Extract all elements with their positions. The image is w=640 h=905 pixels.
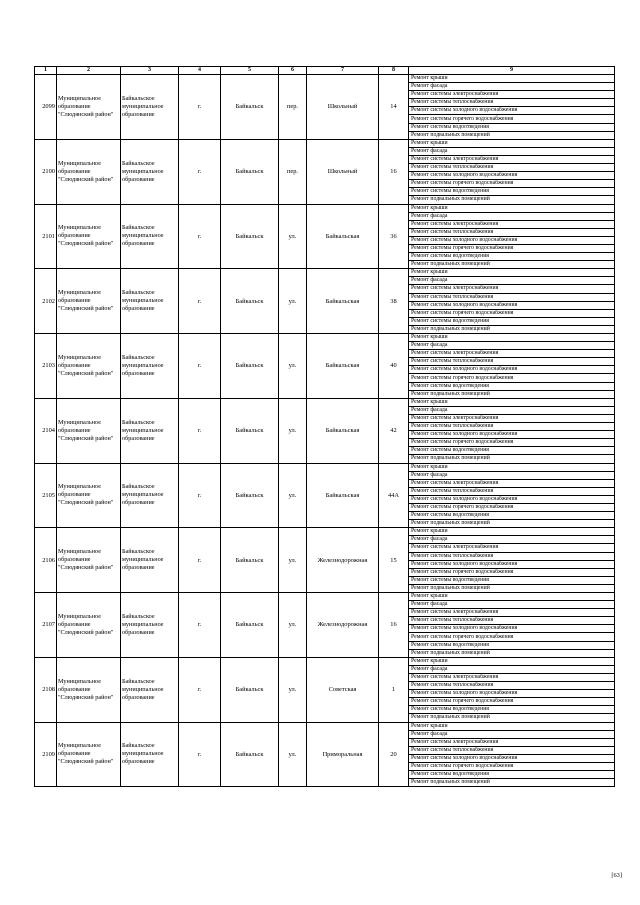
cell-row-number: 2103 [35,334,57,399]
cell-street-type: пер. [279,75,307,140]
cell-work-type: Ремонт крыши [409,528,615,536]
cell-street: Байкальская [307,269,379,334]
cell-work-type: Ремонт системы теплоснабжения [409,164,615,172]
table-row [35,722,615,730]
cell-work-type: Ремонт системы горячего водоснабжения [409,568,615,576]
cell-district: Муниципальное образование "Слюдянский район" [57,139,121,204]
cell-work-type: Ремонт системы водоотведения [409,576,615,584]
cell-city: Байкальск [221,463,279,528]
cell-street: Школьный [307,139,379,204]
cell-city-type: г. [179,722,221,787]
cell-city: Байкальск [221,269,279,334]
cell-city-type: г. [179,463,221,528]
table-row [35,139,615,147]
cell-work-type: Ремонт крыши [409,593,615,601]
cell-street: Байкальская [307,204,379,269]
cell-district: Муниципальное образование "Слюдянский район" [57,398,121,463]
cell-street: Байкальская [307,334,379,399]
cell-work-type: Ремонт подвальных помещений [409,584,615,592]
cell-street-type: ул. [279,269,307,334]
cell-work-type: Ремонт системы горячего водоснабжения [409,115,615,123]
cell-district: Муниципальное образование "Слюдянский район" [57,593,121,658]
cell-row-number: 2107 [35,593,57,658]
table-row [35,528,615,536]
cell-work-type: Ремонт системы водоотведения [409,771,615,779]
cell-work-type: Ремонт подвальных помещений [409,196,615,204]
cell-street: Байкальская [307,398,379,463]
cell-work-type: Ремонт системы горячего водоснабжения [409,244,615,252]
cell-city: Байкальск [221,334,279,399]
cell-work-type: Ремонт системы электроснабжения [409,414,615,422]
cell-work-type: Ремонт системы холодного водоснабжения [409,366,615,374]
table-row [35,334,615,342]
cell-work-type: Ремонт подвальных помещений [409,714,615,722]
column-header: 2 [57,67,121,75]
cell-work-type: Ремонт системы холодного водоснабжения [409,560,615,568]
cell-work-type: Ремонт системы водоотведения [409,512,615,520]
table-row [35,269,615,277]
table-row [35,75,615,83]
cell-city-type: г. [179,528,221,593]
cell-street: Школьный [307,75,379,140]
cell-work-type: Ремонт системы водоотведения [409,123,615,131]
cell-work-type: Ремонт системы горячего водоснабжения [409,374,615,382]
cell-work-type: Ремонт системы теплоснабжения [409,358,615,366]
cell-work-type: Ремонт подвальных помещений [409,390,615,398]
cell-row-number: 2102 [35,269,57,334]
cell-city: Байкальск [221,398,279,463]
cell-house: 44А [379,463,409,528]
cell-street: Приморальная [307,722,379,787]
cell-work-type: Ремонт фасада [409,83,615,91]
cell-row-number: 2099 [35,75,57,140]
cell-work-type: Ремонт крыши [409,657,615,665]
cell-work-type: Ремонт подвальных помещений [409,261,615,269]
cell-district: Муниципальное образование "Слюдянский район" [57,75,121,140]
cell-work-type: Ремонт системы холодного водоснабжения [409,431,615,439]
cell-house: 16 [379,139,409,204]
cell-work-type: Ремонт фасада [409,342,615,350]
column-header: 3 [121,67,179,75]
cell-street: Железнодорожная [307,593,379,658]
column-header: 7 [307,67,379,75]
cell-work-type: Ремонт системы теплоснабжения [409,487,615,495]
cell-municipality: Байкальское муниципальное образование [121,204,179,269]
cell-work-type: Ремонт системы теплоснабжения [409,617,615,625]
cell-street-type: ул. [279,334,307,399]
cell-municipality: Байкальское муниципальное образование [121,528,179,593]
table-body [35,75,615,787]
cell-work-type: Ремонт системы электроснабжения [409,479,615,487]
cell-city-type: г. [179,204,221,269]
cell-city-type: г. [179,75,221,140]
cell-house: 20 [379,722,409,787]
cell-work-type: Ремонт системы электроснабжения [409,544,615,552]
cell-row-number: 2100 [35,139,57,204]
cell-city-type: г. [179,593,221,658]
cell-street-type: ул. [279,204,307,269]
cell-work-type: Ремонт системы водоотведения [409,382,615,390]
cell-street-type: ул. [279,398,307,463]
cell-district: Муниципальное образование "Слюдянский район" [57,463,121,528]
cell-city-type: г. [179,139,221,204]
cell-work-type: Ремонт системы электроснабжения [409,220,615,228]
cell-work-type: Ремонт системы водоотведения [409,706,615,714]
cell-municipality: Байкальское муниципальное образование [121,75,179,140]
cell-street: Советская [307,657,379,722]
cell-house: 15 [379,528,409,593]
cell-work-type: Ремонт подвальных помещений [409,520,615,528]
column-header: 5 [221,67,279,75]
cell-street: Байкальская [307,463,379,528]
cell-work-type: Ремонт системы теплоснабжения [409,423,615,431]
cell-house: 38 [379,269,409,334]
cell-city-type: г. [179,398,221,463]
cell-work-type: Ремонт крыши [409,722,615,730]
cell-municipality: Байкальское муниципальное образование [121,398,179,463]
cell-work-type: Ремонт системы горячего водоснабжения [409,439,615,447]
cell-work-type: Ремонт крыши [409,139,615,147]
cell-work-type: Ремонт фасада [409,212,615,220]
cell-house: 1 [379,657,409,722]
cell-work-type: Ремонт подвальных помещений [409,131,615,139]
cell-city: Байкальск [221,593,279,658]
cell-work-type: Ремонт системы теплоснабжения [409,228,615,236]
cell-city-type: г. [179,657,221,722]
cell-row-number: 2105 [35,463,57,528]
cell-work-type: Ремонт системы холодного водоснабжения [409,625,615,633]
cell-work-type: Ремонт системы электроснабжения [409,91,615,99]
cell-work-type: Ремонт фасада [409,536,615,544]
cell-district: Муниципальное образование "Слюдянский район" [57,269,121,334]
cell-municipality: Байкальское муниципальное образование [121,657,179,722]
cell-house: 36 [379,204,409,269]
cell-work-type: Ремонт системы горячего водоснабжения [409,180,615,188]
cell-work-type: Ремонт системы теплоснабжения [409,99,615,107]
cell-work-type: Ремонт системы холодного водоснабжения [409,172,615,180]
cell-work-type: Ремонт подвальных помещений [409,325,615,333]
cell-city: Байкальск [221,139,279,204]
cell-municipality: Байкальское муниципальное образование [121,334,179,399]
cell-city: Байкальск [221,657,279,722]
cell-work-type: Ремонт крыши [409,463,615,471]
cell-house: 14 [379,75,409,140]
table-row [35,398,615,406]
cell-work-type: Ремонт фасада [409,730,615,738]
column-header: 4 [179,67,221,75]
cell-work-type: Ремонт системы теплоснабжения [409,293,615,301]
column-header: 6 [279,67,307,75]
cell-work-type: Ремонт системы электроснабжения [409,350,615,358]
cell-district: Муниципальное образование "Слюдянский район" [57,528,121,593]
cell-work-type: Ремонт фасада [409,277,615,285]
cell-work-type: Ремонт системы холодного водоснабжения [409,754,615,762]
cell-work-type: Ремонт системы электроснабжения [409,609,615,617]
cell-city: Байкальск [221,204,279,269]
table-row [35,204,615,212]
cell-work-type: Ремонт крыши [409,204,615,212]
cell-work-type: Ремонт системы электроснабжения [409,738,615,746]
cell-work-type: Ремонт системы электроснабжения [409,155,615,163]
cell-house: 16 [379,593,409,658]
cell-work-type: Ремонт крыши [409,334,615,342]
cell-row-number: 2106 [35,528,57,593]
cell-work-type: Ремонт фасада [409,471,615,479]
cell-house: 42 [379,398,409,463]
cell-row-number: 2108 [35,657,57,722]
cell-street: Железнодорожная [307,528,379,593]
cell-municipality: Байкальское муниципальное образование [121,593,179,658]
repair-schedule-table [34,66,615,787]
cell-city: Байкальск [221,75,279,140]
cell-work-type: Ремонт фасада [409,406,615,414]
cell-row-number: 2109 [35,722,57,787]
table-row [35,593,615,601]
cell-work-type: Ремонт системы водоотведения [409,188,615,196]
cell-street-type: ул. [279,528,307,593]
cell-work-type: Ремонт системы теплоснабжения [409,746,615,754]
cell-street-type: ул. [279,593,307,658]
cell-municipality: Байкальское муниципальное образование [121,722,179,787]
cell-work-type: Ремонт системы водоотведения [409,641,615,649]
cell-work-type: Ремонт фасада [409,147,615,155]
cell-work-type: Ремонт подвальных помещений [409,455,615,463]
cell-city-type: г. [179,334,221,399]
cell-district: Муниципальное образование "Слюдянский район" [57,657,121,722]
cell-street-type: пер. [279,139,307,204]
cell-work-type: Ремонт системы горячего водоснабжения [409,503,615,511]
column-header: 8 [379,67,409,75]
cell-work-type: Ремонт фасада [409,601,615,609]
cell-work-type: Ремонт системы электроснабжения [409,285,615,293]
cell-work-type: Ремонт подвальных помещений [409,649,615,657]
cell-work-type: Ремонт фасада [409,665,615,673]
cell-work-type: Ремонт системы горячего водоснабжения [409,762,615,770]
cell-municipality: Байкальское муниципальное образование [121,463,179,528]
cell-work-type: Ремонт системы водоотведения [409,317,615,325]
column-header: 1 [35,67,57,75]
cell-work-type: Ремонт системы теплоснабжения [409,552,615,560]
cell-work-type: Ремонт крыши [409,75,615,83]
cell-city: Байкальск [221,528,279,593]
cell-district: Муниципальное образование "Слюдянский район" [57,334,121,399]
cell-work-type: Ремонт системы водоотведения [409,253,615,261]
cell-work-type: Ремонт системы электроснабжения [409,673,615,681]
cell-street-type: ул. [279,463,307,528]
cell-house: 40 [379,334,409,399]
cell-work-type: Ремонт системы водоотведения [409,447,615,455]
cell-work-type: Ремонт системы холодного водоснабжения [409,107,615,115]
cell-municipality: Байкальское муниципальное образование [121,269,179,334]
table-row [35,657,615,665]
cell-work-type: Ремонт системы холодного водоснабжения [409,495,615,503]
cell-district: Муниципальное образование "Слюдянский район" [57,204,121,269]
cell-street-type: ул. [279,657,307,722]
cell-city-type: г. [179,269,221,334]
cell-work-type: Ремонт системы горячего водоснабжения [409,698,615,706]
cell-work-type: Ремонт системы холодного водоснабжения [409,690,615,698]
cell-work-type: Ремонт системы горячего водоснабжения [409,309,615,317]
page-number: [63] [611,872,622,879]
cell-work-type: Ремонт системы холодного водоснабжения [409,301,615,309]
cell-row-number: 2101 [35,204,57,269]
cell-work-type: Ремонт крыши [409,398,615,406]
cell-work-type: Ремонт системы теплоснабжения [409,682,615,690]
cell-district: Муниципальное образование "Слюдянский район" [57,722,121,787]
header-row [35,67,615,75]
cell-row-number: 2104 [35,398,57,463]
cell-municipality: Байкальское муниципальное образование [121,139,179,204]
column-header: 9 [409,67,615,75]
cell-street-type: ул. [279,722,307,787]
cell-work-type: Ремонт подвальных помещений [409,779,615,787]
cell-work-type: Ремонт крыши [409,269,615,277]
table-row [35,463,615,471]
cell-city: Байкальск [221,722,279,787]
cell-work-type: Ремонт системы холодного водоснабжения [409,236,615,244]
cell-work-type: Ремонт системы горячего водоснабжения [409,633,615,641]
